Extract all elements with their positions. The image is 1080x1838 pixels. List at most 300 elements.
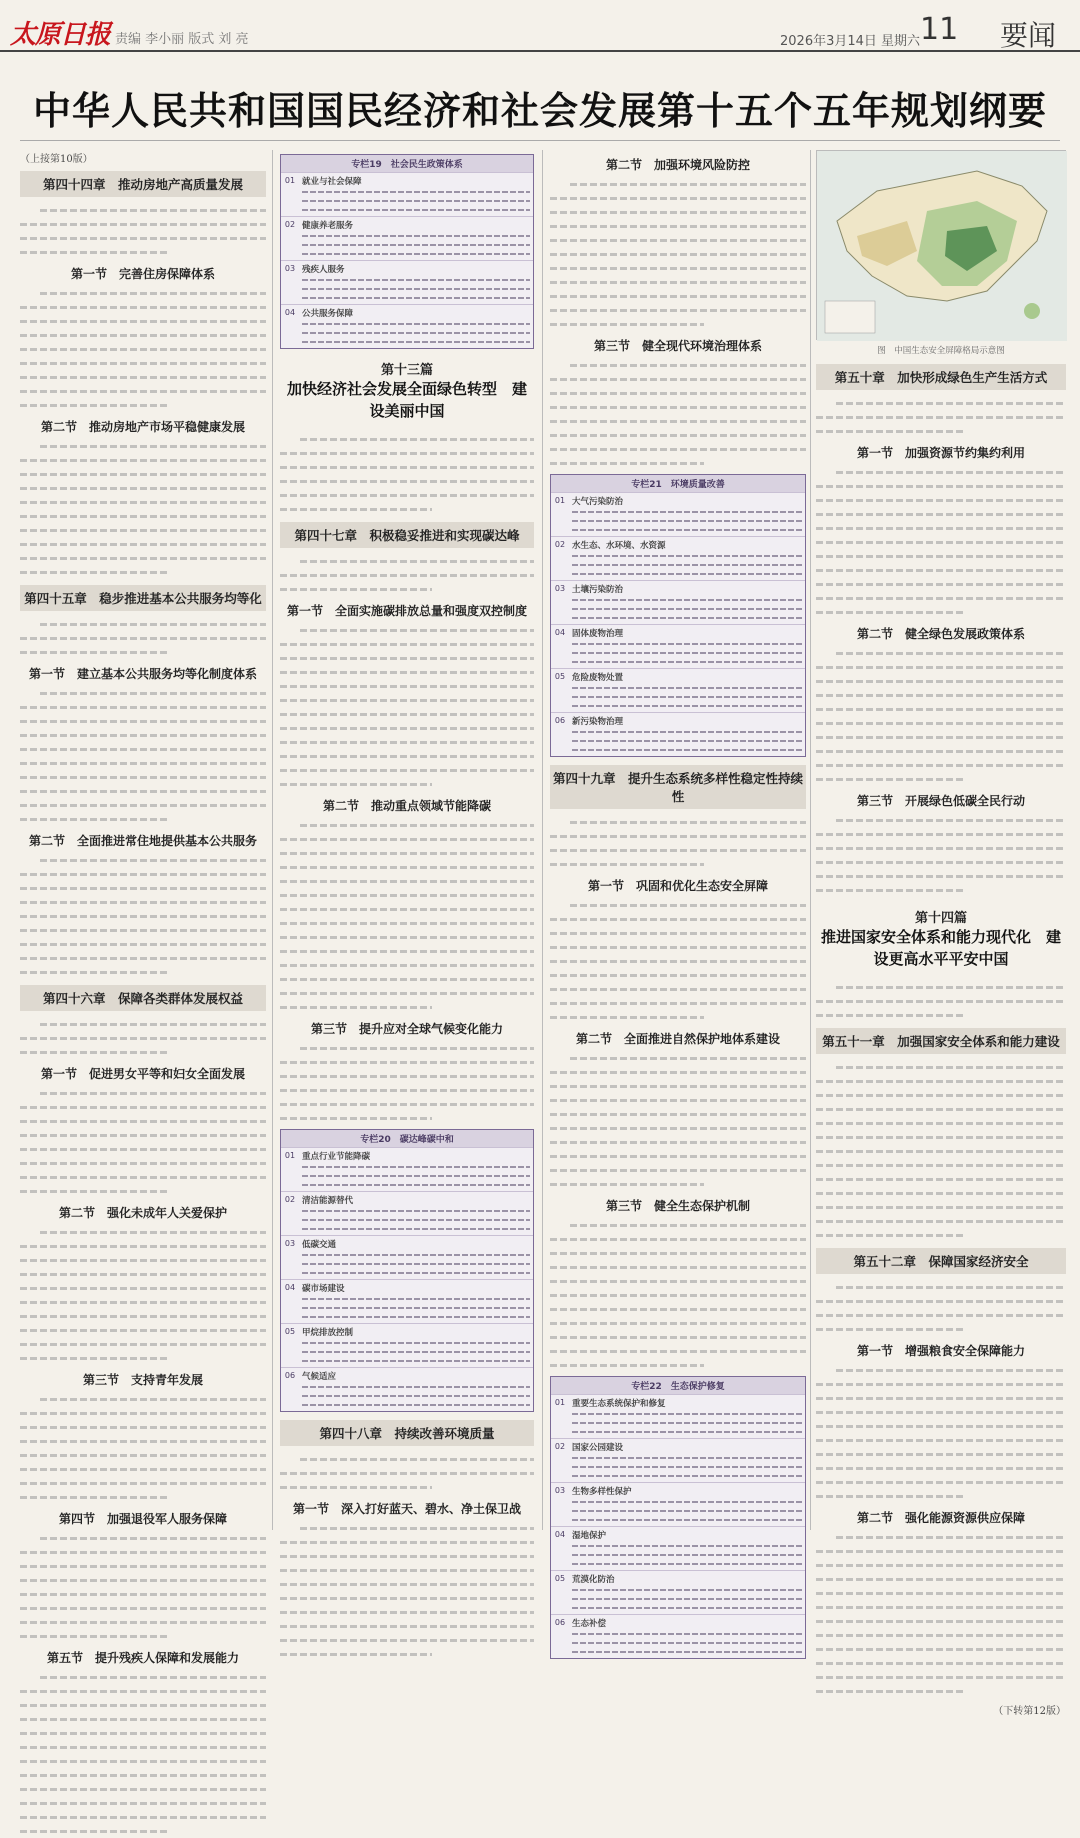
text-line <box>20 1490 266 1504</box>
section-heading: 第二节 推动重点领域节能降碳 <box>322 799 491 813</box>
text-line <box>816 479 1066 493</box>
text-line <box>20 1337 266 1351</box>
box-item <box>281 260 533 304</box>
text-line <box>20 1031 266 1045</box>
text-line <box>20 756 266 770</box>
body-text <box>20 286 266 412</box>
text-line <box>302 196 530 205</box>
text-line <box>550 912 806 926</box>
text-line <box>302 1224 530 1233</box>
section-name: 要闻 <box>1000 19 1057 52</box>
text-line <box>572 648 802 657</box>
text-line <box>280 888 534 902</box>
text-line <box>20 1086 266 1100</box>
text-line <box>572 1418 802 1427</box>
editors-credit: 责编 李小丽 版式 刘 亮 <box>115 32 249 47</box>
text-line <box>816 549 1066 563</box>
text-line <box>550 177 806 191</box>
text-line <box>280 818 534 832</box>
section-heading: 第一节 增强粮食安全保障能力 <box>856 1344 1025 1358</box>
text-line <box>816 521 1066 535</box>
box-item <box>281 172 533 216</box>
chapter-heading: 第四十六章 保障各类群体发展权益 <box>20 985 266 1011</box>
text-line <box>280 1069 534 1083</box>
text-line <box>816 424 1066 438</box>
text-line <box>550 1065 806 1079</box>
box-item-number: 05 <box>554 1574 566 1583</box>
text-line <box>20 728 266 742</box>
text-line <box>280 665 534 679</box>
body-text <box>816 1280 1066 1336</box>
text-line <box>302 275 530 284</box>
text-line <box>20 342 266 356</box>
text-line <box>816 1158 1066 1172</box>
box-item-number: 04 <box>554 1530 566 1539</box>
text-line <box>550 1316 806 1330</box>
body-text <box>20 1017 266 1059</box>
part-heading <box>280 359 534 422</box>
text-line <box>20 1323 266 1337</box>
text-line <box>816 1475 1066 1489</box>
chapter-heading: 第四十四章 推动房地产高质量发展 <box>20 171 266 197</box>
box-item <box>551 1482 805 1526</box>
box-item-number: 03 <box>554 1486 566 1495</box>
text-line <box>816 1405 1066 1419</box>
text-line <box>550 303 806 317</box>
text-line <box>20 1824 266 1838</box>
text-line <box>20 1545 266 1559</box>
text-line <box>20 1045 266 1059</box>
text-line <box>550 414 806 428</box>
text-line <box>302 1162 530 1171</box>
text-line <box>20 617 266 631</box>
text-line <box>20 1573 266 1587</box>
text-line <box>20 686 266 700</box>
text-line <box>816 1280 1066 1294</box>
text-line <box>20 631 266 645</box>
box-item-heading: 碳市场建设 <box>302 1284 345 1294</box>
text-line <box>816 535 1066 549</box>
text-line <box>20 812 266 826</box>
part-number: 第十三篇 <box>380 363 433 378</box>
text-line <box>280 623 534 637</box>
text-line <box>20 370 266 384</box>
text-line <box>20 1017 266 1031</box>
text-line <box>20 1476 266 1490</box>
box-item-number: 02 <box>554 540 566 549</box>
text-line <box>20 1142 266 1156</box>
text-line <box>550 940 806 954</box>
text-line <box>816 688 1066 702</box>
text-line <box>816 1008 1066 1022</box>
text-line <box>20 481 266 495</box>
text-line <box>550 247 806 261</box>
box-item <box>281 1147 533 1191</box>
feature-box <box>280 1129 534 1412</box>
text-line <box>302 1312 530 1321</box>
text-line <box>20 1559 266 1573</box>
masthead <box>0 0 1080 52</box>
text-line <box>572 1638 802 1647</box>
box-item-heading: 重点行业节能降碳 <box>302 1152 371 1162</box>
text-line <box>816 396 1066 410</box>
box-item-number: 06 <box>554 1618 566 1627</box>
box-item-heading: 固体废物治理 <box>572 629 624 639</box>
text-line <box>550 968 806 982</box>
text-line <box>302 231 530 240</box>
text-line <box>20 1670 266 1684</box>
text-line <box>20 523 266 537</box>
text-line <box>572 1585 802 1594</box>
text-line <box>20 314 266 328</box>
box-item <box>551 1526 805 1570</box>
box-item-heading: 公共服务保障 <box>302 309 354 319</box>
text-line <box>550 1246 806 1260</box>
text-line <box>816 1656 1066 1670</box>
text-line <box>302 1215 530 1224</box>
text-line <box>816 410 1066 424</box>
box-item <box>551 1570 805 1614</box>
text-line <box>20 398 266 412</box>
box-item-number: 02 <box>554 1442 566 1451</box>
text-line <box>550 1274 806 1288</box>
text-line <box>816 1363 1066 1377</box>
text-line <box>20 1225 266 1239</box>
body-text <box>550 1051 806 1191</box>
body-text <box>20 853 266 979</box>
text-line <box>302 1338 530 1347</box>
text-line <box>816 827 1066 841</box>
text-line <box>550 843 806 857</box>
section-heading: 第一节 巩固和优化生态安全屏障 <box>587 879 768 893</box>
text-line <box>20 951 266 965</box>
text-line <box>280 707 534 721</box>
text-line <box>816 1586 1066 1600</box>
text-line <box>20 645 266 659</box>
text-line <box>572 551 802 560</box>
text-line <box>550 1232 806 1246</box>
text-line <box>20 1392 266 1406</box>
text-line <box>280 637 534 651</box>
text-line <box>816 1391 1066 1405</box>
text-line <box>550 1051 806 1065</box>
body-text <box>816 813 1066 897</box>
box-item-number: 02 <box>284 1195 296 1204</box>
text-line <box>816 1116 1066 1130</box>
text-line <box>280 860 534 874</box>
text-line <box>280 1535 534 1549</box>
text-line <box>572 657 802 666</box>
text-line <box>816 1144 1066 1158</box>
section-heading: 第一节 建立基本公共服务均等化制度体系 <box>28 667 257 681</box>
text-line <box>280 1563 534 1577</box>
text-line <box>572 692 802 701</box>
body-text <box>20 1392 266 1504</box>
body-text <box>550 177 806 331</box>
box-item-heading: 低碳交通 <box>302 1240 337 1250</box>
text-line <box>20 1434 266 1448</box>
text-line <box>816 1308 1066 1322</box>
text-line <box>280 832 534 846</box>
text-line <box>550 400 806 414</box>
text-line <box>302 1206 530 1215</box>
text-line <box>572 560 802 569</box>
box-item-heading: 就业与社会保障 <box>302 177 362 187</box>
chapter-heading: 第五十一章 加强国家安全体系和能力建设 <box>816 1028 1066 1054</box>
text-line <box>816 577 1066 591</box>
text-line <box>816 563 1066 577</box>
box-item-number: 05 <box>554 672 566 681</box>
text-line <box>550 358 806 372</box>
text-line <box>302 1250 530 1259</box>
text-line <box>572 1453 802 1462</box>
text-line <box>816 1433 1066 1447</box>
text-line <box>280 1591 534 1605</box>
text-line <box>20 1698 266 1712</box>
text-line <box>280 846 534 860</box>
box-item <box>551 712 805 756</box>
text-line <box>20 881 266 895</box>
text-line <box>20 1184 266 1198</box>
text-line <box>816 813 1066 827</box>
box-item-heading: 气候适应 <box>302 1372 337 1382</box>
text-line <box>816 869 1066 883</box>
text-line <box>280 1619 534 1633</box>
text-line <box>550 191 806 205</box>
text-line <box>816 730 1066 744</box>
box-item-number: 06 <box>554 716 566 725</box>
continued-note: （上接第10版） <box>20 154 93 165</box>
box-item-number: 01 <box>554 496 566 505</box>
text-line <box>20 1726 266 1740</box>
text-line <box>280 735 534 749</box>
text-line <box>20 1170 266 1184</box>
text-line <box>816 1102 1066 1116</box>
text-line <box>302 1382 530 1391</box>
part-title: 推进国家安全体系和能力现代化 建设更高水平平安中国 <box>820 928 1061 968</box>
box-item-number: 03 <box>554 584 566 593</box>
box-title: 专栏20 碳达峰碳中和 <box>281 1130 533 1147</box>
text-line <box>20 1156 266 1170</box>
text-line <box>280 554 534 568</box>
chapter-heading: 第四十八章 持续改善环境质量 <box>280 1420 534 1446</box>
box-item-heading: 残疾人服务 <box>302 265 345 275</box>
body-text <box>816 1530 1066 1698</box>
text-line <box>816 646 1066 660</box>
box-item-heading: 清洁能源替代 <box>302 1196 354 1206</box>
text-line <box>20 1420 266 1434</box>
text-line <box>572 1559 802 1568</box>
text-line <box>816 591 1066 605</box>
text-line <box>302 205 530 214</box>
text-line <box>550 1218 806 1232</box>
text-line <box>302 1268 530 1277</box>
text-line <box>280 1549 534 1563</box>
column-divider <box>272 150 273 1530</box>
text-line <box>550 1010 806 1024</box>
text-line <box>20 742 266 756</box>
text-line <box>20 537 266 551</box>
box-item-number: 03 <box>284 264 296 273</box>
body-text <box>550 1218 806 1372</box>
feature-box <box>550 1376 806 1659</box>
text-line <box>572 1427 802 1436</box>
headline-rule <box>20 140 1060 141</box>
box-item-number: 04 <box>284 1283 296 1292</box>
text-line <box>20 551 266 565</box>
text-line <box>302 1356 530 1365</box>
text-line <box>280 474 534 488</box>
text-line <box>20 217 266 231</box>
text-line <box>20 1740 266 1754</box>
text-line <box>280 777 534 791</box>
text-line <box>20 453 266 467</box>
text-line <box>280 679 534 693</box>
body-text <box>20 686 266 826</box>
text-line <box>816 702 1066 716</box>
text-line <box>20 1615 266 1629</box>
text-line <box>302 1391 530 1400</box>
text-line <box>280 488 534 502</box>
text-line <box>816 1447 1066 1461</box>
text-line <box>572 604 802 613</box>
section-heading: 第五节 提升残疾人保障和发展能力 <box>46 1651 239 1665</box>
text-line <box>550 1149 806 1163</box>
box-item <box>281 1279 533 1323</box>
text-line <box>20 1295 266 1309</box>
text-line <box>302 284 530 293</box>
text-line <box>816 1228 1066 1242</box>
text-line <box>280 1452 534 1466</box>
text-line <box>20 384 266 398</box>
text-line <box>280 874 534 888</box>
column-divider <box>810 150 811 1530</box>
column-3 <box>550 150 806 1629</box>
chapter-heading: 第五十章 加快形成绿色生产生活方式 <box>816 364 1066 390</box>
text-line <box>20 328 266 342</box>
text-line <box>20 770 266 784</box>
text-line <box>280 1111 534 1125</box>
text-line <box>550 898 806 912</box>
section-heading: 第一节 全面实施碳排放总量和强度双控制度 <box>286 604 527 618</box>
section-heading: 第一节 促进男女平等和妇女全面发展 <box>40 1067 245 1081</box>
text-line <box>572 736 802 745</box>
part-title: 加快经济社会发展全面绿色转型 建设美丽中国 <box>286 380 527 420</box>
text-line <box>280 446 534 460</box>
text-line <box>816 1088 1066 1102</box>
text-line <box>550 1107 806 1121</box>
body-text <box>20 1531 266 1643</box>
box-item-heading: 大气污染防治 <box>572 497 624 507</box>
text-line <box>280 1097 534 1111</box>
text-line <box>20 495 266 509</box>
text-line <box>550 1344 806 1358</box>
text-line <box>550 233 806 247</box>
text-line <box>816 1461 1066 1475</box>
text-line <box>20 1128 266 1142</box>
text-line <box>816 1600 1066 1614</box>
text-line <box>572 516 802 525</box>
body-text <box>816 646 1066 786</box>
text-line <box>20 300 266 314</box>
page-number: 11 <box>920 12 959 47</box>
body-text <box>816 1363 1066 1503</box>
box-item-heading: 甲烷排放控制 <box>302 1328 354 1338</box>
text-line <box>280 902 534 916</box>
box-item-heading: 危险废物处置 <box>572 673 624 683</box>
text-line <box>550 261 806 275</box>
box-item <box>551 668 805 712</box>
text-line <box>302 1180 530 1189</box>
chapter-heading: 第四十七章 积极稳妥推进和实现碳达峰 <box>280 522 534 548</box>
text-line <box>20 909 266 923</box>
text-line <box>816 507 1066 521</box>
body-text <box>20 1225 266 1365</box>
text-line <box>550 1288 806 1302</box>
box-item-heading: 水生态、水环境、水资源 <box>572 541 666 551</box>
text-line <box>550 219 806 233</box>
chapter-heading: 第四十五章 稳步推进基本公共服务均等化 <box>20 585 266 611</box>
body-text <box>816 396 1066 438</box>
text-line <box>550 275 806 289</box>
text-line <box>816 1684 1066 1698</box>
chapter-heading: 第四十九章 提升生态系统多样性稳定性持续性 <box>550 765 806 809</box>
text-line <box>280 460 534 474</box>
text-line <box>816 1186 1066 1200</box>
section-heading: 第一节 完善住房保障体系 <box>70 267 215 281</box>
feature-box <box>280 154 534 349</box>
section-heading: 第三节 开展绿色低碳全民行动 <box>856 794 1025 808</box>
text-line <box>20 1351 266 1365</box>
box-item-heading: 荒漠化防治 <box>572 1575 615 1585</box>
text-line <box>816 1074 1066 1088</box>
text-line <box>572 1409 802 1418</box>
box-item <box>281 1191 533 1235</box>
text-line <box>816 1172 1066 1186</box>
text-line <box>550 372 806 386</box>
box-item-heading: 健康养老服务 <box>302 221 354 231</box>
text-line <box>20 1768 266 1782</box>
text-line <box>572 1594 802 1603</box>
box-item <box>551 624 805 668</box>
text-line <box>280 1083 534 1097</box>
text-line <box>20 1267 266 1281</box>
box-item-number: 04 <box>554 628 566 637</box>
text-line <box>280 1577 534 1591</box>
body-text <box>20 439 266 579</box>
text-line <box>550 205 806 219</box>
section-heading: 第一节 深入打好蓝天、碧水、净土保卫战 <box>292 1502 521 1516</box>
text-line <box>550 1121 806 1135</box>
column-4 <box>816 150 1066 1717</box>
text-line <box>20 1587 266 1601</box>
body-text <box>550 898 806 1024</box>
box-item-heading: 土壤污染防治 <box>572 585 624 595</box>
text-line <box>550 926 806 940</box>
text-line <box>550 1358 806 1372</box>
text-line <box>302 249 530 258</box>
text-line <box>550 996 806 1010</box>
text-line <box>280 749 534 763</box>
chapter-heading: 第五十二章 保障国家经济安全 <box>816 1248 1066 1274</box>
text-line <box>816 772 1066 786</box>
text-line <box>550 1093 806 1107</box>
text-line <box>816 1200 1066 1214</box>
text-line <box>280 1041 534 1055</box>
box-item <box>551 1438 805 1482</box>
box-item <box>551 536 805 580</box>
map-caption: 图 中国生态安全屏障格局示意图 <box>877 346 1005 356</box>
